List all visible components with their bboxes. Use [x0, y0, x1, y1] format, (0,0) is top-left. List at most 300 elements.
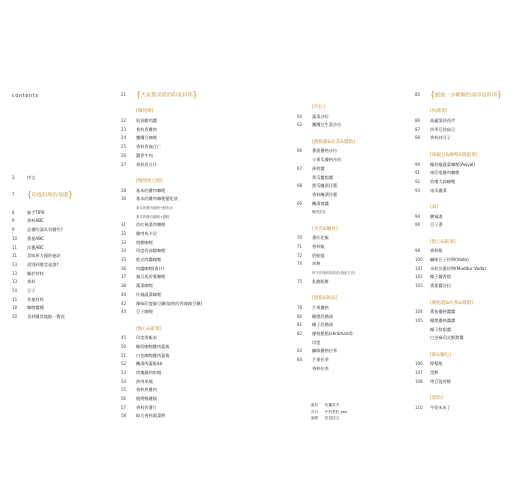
entry-title: 椰漿優格醬醬	[430, 317, 456, 323]
entry-page-number: 42	[121, 300, 127, 306]
entry-page-number: 82	[297, 330, 303, 336]
group-title: [點心&飯菜]	[136, 326, 162, 332]
credit-line	[311, 402, 347, 409]
entry-title: 酸辣湯	[430, 213, 443, 219]
entry-page-number: 27	[121, 161, 127, 167]
toc-entry	[415, 369, 515, 378]
contents-column-1	[12, 174, 107, 322]
spacer	[415, 100, 515, 109]
group-spacer	[297, 373, 392, 382]
entry-page-number: 78	[297, 304, 303, 310]
toc-entry	[121, 378, 211, 387]
entry-page-number: 30	[121, 196, 127, 202]
entry-page-number: 9	[12, 218, 15, 224]
entry-title: 肉塊鍋肉串燒	[136, 370, 162, 375]
entry-page-number: 13	[12, 270, 18, 276]
entry-title: 洋蔥ABC	[27, 244, 44, 250]
entry-title: 番茄醬沙拉	[430, 283, 451, 289]
entry-title: 香料醃漬洋蔥	[312, 191, 338, 197]
group-spacer	[121, 317, 211, 326]
toc-entry	[121, 161, 211, 170]
entry-title: 優格甜點(shrikhand)	[312, 330, 353, 336]
toc-entry	[12, 278, 107, 287]
entry-title: 香料飯	[430, 248, 443, 254]
entry-page-number: 18	[12, 305, 18, 311]
entry-page-number: 24	[121, 135, 127, 141]
chapter-title	[27, 191, 73, 200]
entry-title: 椰奶咖哩雞肉蓋飯	[136, 343, 170, 349]
entry-title: 香料炒豆子	[430, 135, 451, 141]
group-title: [炒蔬菜]	[430, 109, 448, 115]
toc-entry	[12, 244, 107, 253]
entry-title: 白芝麻印式鮮甜醬	[430, 335, 464, 341]
credit-line	[311, 415, 347, 422]
toc-entry	[121, 282, 211, 291]
credit-role: 攝影	[311, 403, 319, 407]
entry-page-number: 66	[297, 148, 303, 154]
entry-page-number: 104	[415, 309, 423, 315]
entry-page-number: 57	[121, 404, 127, 410]
entry-page-number: 105	[415, 317, 423, 323]
entry-title: 西紅柿菜肉咖哩	[136, 222, 166, 228]
group-spacer	[297, 130, 392, 139]
entry-title: 其他材料	[27, 296, 44, 302]
toc-entry	[121, 386, 211, 395]
entry-page-number: 88	[415, 135, 421, 141]
entry-title: 肉醬咖哩(香汁)	[136, 265, 165, 271]
entry-page-number: 91	[415, 170, 421, 176]
toc-entry	[297, 156, 392, 165]
entry-title: 香料煮雞肉	[136, 126, 157, 132]
group-spacer	[415, 386, 515, 395]
entry-title: 椰子醬香甜	[430, 274, 451, 280]
entry-title: 香料煮豌豆仁	[136, 144, 162, 150]
entry-page-number: 103	[415, 283, 423, 289]
entry-page-number: 68	[297, 183, 303, 189]
entry-page-number: 8	[12, 209, 15, 215]
entry-title: 序言	[27, 175, 36, 180]
entry-page-number: 13	[12, 279, 18, 285]
toc-entry	[121, 395, 211, 404]
entry-page-number: 31	[121, 222, 127, 228]
entry-title: 炸餅	[312, 261, 321, 267]
entry-page-number: 100	[415, 257, 423, 263]
chapter-title	[430, 91, 502, 100]
sub-entry	[297, 208, 392, 217]
toc-entry	[297, 191, 392, 200]
entry-title: 食材購買地點一覽表	[27, 314, 65, 319]
entry-title: 南瓜優菜	[430, 187, 447, 193]
entry-page-number: 70	[297, 235, 303, 241]
toc-entry	[415, 308, 515, 317]
entry-page-number: 64	[297, 113, 303, 119]
toc-entry	[121, 369, 211, 378]
entry-title: 辣味印度綠豆糊(如照的秀辣辣豆糊)	[136, 300, 203, 306]
entry-page-number: 92	[415, 178, 421, 184]
entry-title: 明蝦咖哩	[136, 239, 153, 245]
entry-title: 必備的器具有哪些?	[27, 227, 63, 233]
sub-entry	[121, 213, 211, 222]
toc-entry	[297, 234, 392, 243]
sub-entry-title: 醃漬香蒜	[312, 210, 326, 215]
group-title: [優格醬&拉茶&醬類]	[312, 139, 355, 145]
toc-entry	[297, 121, 392, 130]
toc-entry	[121, 265, 211, 274]
entry-page-number: 13	[12, 261, 18, 267]
entry-title: 香料飯	[312, 244, 325, 249]
group-title: [甜點]	[430, 396, 443, 402]
close-brace-icon: }	[68, 190, 73, 200]
entry-page-number: 63	[297, 122, 303, 128]
entry-page-number: 45	[121, 335, 127, 341]
entry-page-number	[297, 174, 312, 183]
entry-title: 米粒洋蔥炸餅(Maddur Vada)	[430, 265, 486, 271]
toc-entry	[12, 209, 107, 218]
entry-title: 印度香飯米	[136, 335, 157, 341]
entry-page-number: 28	[121, 187, 127, 193]
entry-title: 芒果優格	[312, 304, 329, 310]
entry-page-number: 50	[121, 343, 127, 349]
entry-title: 椰奶燉蔬菜咖哩(Aviyal)	[430, 161, 476, 167]
entry-title: 蔬菜咖哩	[136, 283, 153, 289]
toc-entry	[297, 174, 392, 183]
entry-page-number	[415, 326, 430, 335]
open-brace-icon: {	[27, 190, 32, 200]
entry-page-number	[297, 339, 312, 348]
entry-title: 咕嚕大蒜咖哩	[430, 178, 456, 184]
entry-title: 關於材料	[27, 270, 44, 276]
entry-title: 豆子咖哩	[136, 309, 153, 315]
entry-title: 乳酪餡餅	[312, 278, 329, 284]
entry-page-number: 26	[121, 152, 127, 158]
entry-title: 奶油雞肉醬	[136, 118, 157, 124]
group-spacer	[415, 143, 515, 152]
chapter-header	[121, 91, 211, 100]
toc-entry	[297, 356, 392, 365]
entry-page-number: 51	[121, 352, 127, 358]
toc-entry	[121, 126, 211, 135]
toc-entry	[415, 282, 515, 291]
toc-entry	[415, 265, 515, 274]
credit-name: 佐藤武夫	[325, 403, 340, 407]
entry-page-number: 110	[415, 404, 423, 410]
entry-page-number: 72	[297, 252, 303, 258]
entry-title: 印度西部燉咖哩	[136, 248, 166, 254]
entry-page-number: 80	[297, 313, 303, 319]
entry-title: 檸檬飯	[430, 361, 443, 367]
contents-column-4	[415, 91, 515, 421]
entry-title: 豆子	[27, 287, 36, 293]
entry-page-number: 40	[121, 291, 127, 297]
credit-line	[311, 409, 347, 416]
toc-entry	[415, 247, 515, 256]
entry-page-number: 54	[121, 378, 127, 384]
group-spacer	[415, 343, 515, 352]
entry-page-number: 52	[121, 361, 127, 367]
toc-entry	[12, 313, 107, 322]
entry-page-number: 35	[121, 257, 127, 263]
chapter-title-text: 大家都喜愛的印度料理	[140, 92, 193, 99]
entry-page-number: 38	[121, 283, 127, 289]
toc-entry	[297, 113, 392, 122]
entry-title: 什錦蔬菜咖哩	[136, 291, 162, 297]
entry-page-number: 11	[12, 244, 18, 250]
entry-title: 咖哩醬種	[27, 305, 44, 311]
toc-entry	[121, 230, 211, 239]
entry-page-number: 67	[297, 165, 303, 171]
entry-page-number: 44	[121, 309, 127, 315]
group-title: [點心&飯菜]	[430, 239, 456, 245]
entry-page-number: 93	[415, 187, 421, 193]
toc-entry	[121, 412, 211, 421]
toc-entry	[12, 270, 107, 279]
group-title: [沙拉]	[312, 105, 325, 110]
entry-page-number: 9	[12, 227, 15, 233]
entry-page-number: 37	[121, 274, 127, 280]
entry-page-number: 34	[121, 248, 127, 254]
toc-entry	[297, 243, 392, 252]
entry-title: 乾式肉醬咖哩	[136, 257, 162, 263]
entry-page-number: 58	[121, 413, 127, 419]
toc-entry	[415, 404, 515, 413]
entry-title: 四季豆炒扁豆	[430, 126, 456, 132]
toc-entry	[12, 296, 107, 305]
entry-title: 番紅花飯	[312, 235, 329, 241]
group-title: [咖哩類]	[136, 109, 154, 115]
toc-entry	[297, 330, 392, 339]
toc-entry	[415, 187, 515, 196]
toc-entry	[12, 304, 107, 313]
toc-entry	[121, 152, 211, 161]
entry-page-number: 102	[415, 274, 423, 280]
entry-page-number	[415, 334, 430, 343]
toc-entry	[121, 239, 211, 248]
toc-entry	[415, 326, 515, 335]
entry-page-number: 56	[121, 396, 127, 402]
group-title: [辣椒豆&咖哩&燉蔬菜]	[430, 152, 478, 158]
entry-title: 鹹味豆子炸餅(Vada)	[430, 257, 469, 263]
entry-title: 醃漬辣醬	[312, 200, 329, 206]
entry-title: 番茄優格沙拉	[312, 148, 338, 154]
toc-entry	[415, 161, 515, 170]
entry-page-number: 71	[297, 244, 303, 249]
chapter-header	[415, 91, 515, 100]
spacer	[12, 200, 107, 209]
entry-title: 恰帕提	[312, 252, 325, 258]
sub-entry-title: 基本的雞肉咖哩+鮮奶油	[136, 205, 173, 210]
entry-title: 基本的雞肉咖哩	[136, 187, 166, 193]
entry-page-number: 33	[121, 239, 127, 245]
toc-entry	[12, 252, 107, 261]
entry-page-number: 74	[297, 261, 303, 267]
contents-column-3	[297, 104, 392, 382]
entry-title: 牛奶米布丁	[430, 404, 451, 410]
entry-page-number	[297, 365, 312, 374]
toc-entry	[415, 317, 515, 326]
toc-entry	[415, 221, 515, 230]
contents-column-2	[121, 91, 211, 430]
toc-entry	[12, 261, 107, 270]
entry-page-number: 86	[415, 118, 421, 124]
toc-entry	[12, 226, 107, 235]
entry-page-number	[297, 156, 312, 165]
entry-title: 南印度雞肉咖哩	[430, 170, 460, 176]
entry-page-number: 90	[415, 161, 421, 167]
entry-page-number: 14	[12, 287, 18, 293]
toc-entry	[297, 313, 392, 322]
toc-entry	[297, 278, 392, 287]
entry-page-number: 87	[415, 126, 421, 132]
chapter-title	[136, 91, 197, 100]
toc-entry	[121, 134, 211, 143]
toc-entry	[121, 273, 211, 282]
entry-title: 烤豆蔻煎餅	[430, 378, 451, 384]
entry-title: 美味異方國的祕訣	[27, 253, 61, 259]
entry-title: 炒肉串燒	[136, 378, 153, 384]
entry-page-number: 107	[415, 370, 423, 375]
entry-title: 鷹嘴豆生菜沙拉	[312, 122, 342, 128]
toc-entry	[297, 260, 392, 269]
entry-title: 豌豆馬鈴薯咖哩	[136, 274, 166, 280]
entry-title: 香料煎雞肉	[136, 387, 157, 393]
open-brace-icon: {	[136, 90, 141, 99]
group-spacer	[415, 195, 515, 204]
toc-entry	[297, 365, 392, 374]
toc-entry	[415, 213, 515, 222]
toc-entry	[415, 134, 515, 143]
entry-title: 醬煮牛肉	[136, 152, 153, 158]
entry-page-number: 36	[121, 265, 127, 271]
toc-entry	[415, 334, 515, 343]
group-spacer	[415, 412, 515, 421]
chapter-page-number: 21	[121, 92, 127, 97]
credit-name: 中村景旺 yen	[325, 409, 348, 414]
entry-title: 白色咖哩雞肉蓋飯	[136, 352, 170, 358]
entry-page-number: 55	[121, 387, 127, 393]
credit-name: 佐見玟文	[325, 416, 340, 421]
contents-label: contents	[12, 93, 39, 99]
entry-title: 薄荷醬	[312, 165, 325, 171]
entry-title: 新手TIPS	[27, 209, 45, 215]
chapter-title-text: 印度料理的基礎	[31, 192, 69, 199]
toc-entry	[297, 182, 392, 191]
entry-page-number: 11	[12, 253, 18, 259]
entry-title: 基本的雞肉咖哩變化款	[136, 196, 178, 202]
toc-entry	[121, 195, 211, 204]
group-spacer	[121, 421, 211, 430]
entry-page-number: 2	[12, 175, 15, 180]
toc-entry	[121, 343, 211, 352]
entry-title: 香料ABC	[27, 218, 44, 224]
entry-page-number: 75	[297, 278, 303, 284]
entry-page-number: 10	[12, 235, 18, 241]
toc-entry	[297, 165, 392, 174]
entry-page-number: 83	[297, 348, 303, 354]
chapter-page-number: 7	[12, 192, 15, 198]
entry-page-number: 53	[121, 370, 127, 375]
entry-title: 高麗菜炒西芹	[430, 118, 456, 124]
toc-entry	[415, 273, 515, 282]
entry-title: 香料	[27, 279, 36, 285]
entry-title: 番茄優格醬醬	[430, 309, 456, 315]
spacer	[121, 100, 211, 109]
toc-entry	[415, 126, 515, 135]
toc-entry	[121, 187, 211, 196]
entry-title: 甜瓜醃漬洋蔥	[312, 183, 338, 189]
group-title: [飯&麵包]	[430, 352, 451, 358]
entry-title: 黃瓜醬甜醬	[312, 174, 333, 180]
group-title: [湯]	[430, 204, 439, 210]
toc-entry	[415, 360, 515, 369]
entry-title: 蔬菜沙拉	[312, 113, 329, 119]
entry-page-number: 20	[12, 314, 18, 319]
entry-title: 燒烤鴨雞腿	[136, 396, 157, 402]
entry-title: 香料炸薯片	[136, 404, 157, 410]
chapter-title-text: 想進一步瞭解的南印度料理	[434, 92, 498, 99]
entry-title: 鹹味優格拉茶	[312, 348, 338, 354]
entry-page-number: 22	[121, 118, 127, 124]
close-brace-icon: }	[192, 90, 198, 99]
toc-entry	[121, 404, 211, 413]
toc-entry	[297, 304, 392, 313]
toc-entry	[12, 217, 107, 226]
entry-title: 椰子乳酪球	[312, 322, 333, 328]
toc-entry	[121, 334, 211, 343]
toc-entry	[297, 347, 392, 356]
toc-entry	[12, 235, 107, 244]
entry-title: 蛋餅	[430, 370, 439, 375]
sub-entry	[121, 204, 211, 213]
group-title: [咖哩與豆咖]	[136, 178, 163, 184]
toc-entry	[297, 321, 392, 330]
group-spacer	[415, 291, 515, 300]
entry-title: 綜合香料蔬菜餅	[136, 413, 166, 419]
entry-page-number: 106	[415, 361, 423, 367]
credit-role: 編輯	[311, 416, 319, 421]
toc-entry	[415, 169, 515, 178]
group-title: [優格醬&拉茶&醬類]	[430, 300, 473, 306]
toc-entry	[121, 221, 211, 230]
toc-entry	[415, 178, 515, 187]
entry-page-number: 101	[415, 265, 423, 271]
entry-title: 豆子湯	[430, 222, 443, 228]
toc-entry	[121, 117, 211, 126]
toc-entry	[297, 252, 392, 261]
chapter-page-number: 85	[415, 92, 421, 97]
toc-entry	[297, 339, 392, 348]
entry-title: 道別到歷恋是誰?	[27, 261, 59, 267]
group-spacer	[297, 217, 392, 226]
entry-title: 番茄ABC	[27, 235, 44, 241]
entry-page-number	[297, 191, 312, 200]
group-spacer	[297, 286, 392, 295]
open-brace-icon: {	[430, 90, 435, 99]
sub-entry-title: 烤手炸薄餅的做法(塊狀方法)	[312, 271, 356, 276]
toc-entry	[121, 291, 211, 300]
sub-entry-title: 基本的雞肉咖哩+優格	[136, 214, 170, 219]
toc-entry	[121, 143, 211, 152]
sub-entry	[297, 269, 392, 278]
toc-entry	[121, 308, 211, 317]
entry-title: 香料拉茶	[312, 365, 329, 371]
toc-entry	[121, 256, 211, 265]
entry-title: 椰漿乳酪球	[312, 313, 333, 319]
toc-entry	[121, 300, 211, 309]
toc-entry	[121, 247, 211, 256]
entry-title: 芒果拉茶	[312, 356, 329, 362]
entry-title: 雞肉馬卡尼	[136, 231, 157, 236]
toc-entry	[121, 360, 211, 369]
